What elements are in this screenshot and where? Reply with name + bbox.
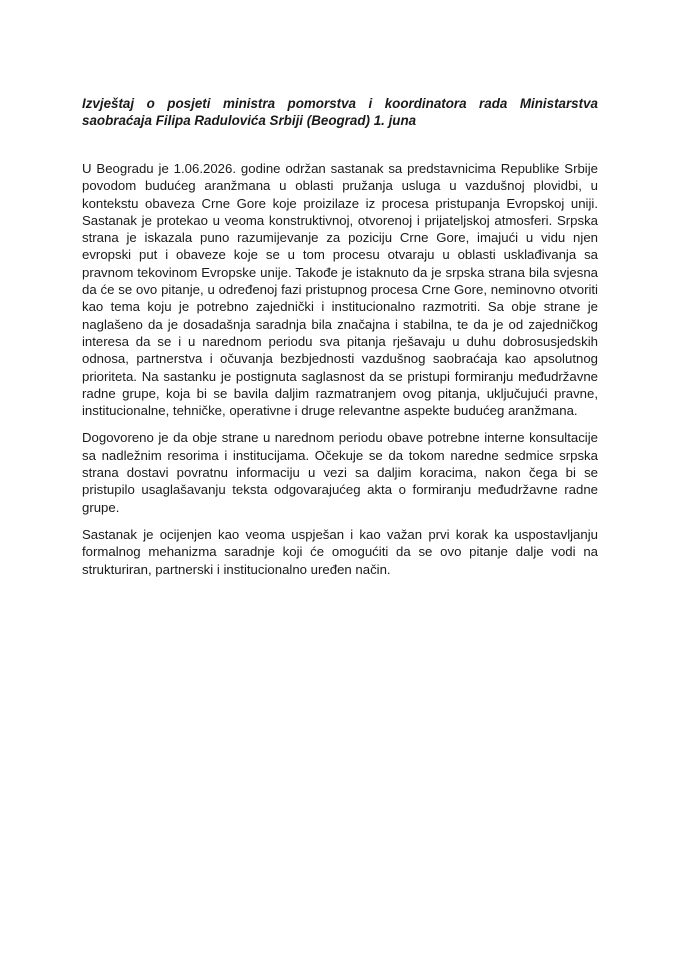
paragraph-conclusion: Sastanak je ocijenjen kao veoma uspješan i kao važan prvi korak ka uspostavljanju formalnog mehanizma saradnje koji će omogućiti da se ovo pitanje dalje vodi na strukturiran, partnerski i institucionalno uređen način. xyxy=(82,526,598,577)
document-title: Izvještaj o posjeti ministra pomorstva i koordinatora rada Ministarstva saobraćaja Filipa Radulovića Srbiji (Beograd) 1. juna xyxy=(82,96,598,128)
paragraph-meeting-summary: U Beogradu je 1.06.2026. godine održan sastanak sa predstavnicima Republike Srbije povodom budućeg aranžmana u oblasti pružanja usluga u vazdušnoj plovidbi, u kontekstu obaveza Crne Gore koje proizilaze iz procesa pristupanja Evropskoj uniji. Sastanak je protekao u veoma konstruktivnoj, otvorenoj i prijateljskoj atmosferi. Srpska strana je iskazala puno razumijevanje za poziciju Crne Gore, imajući u vidu njen evropski put i obaveze koje se u tom procesu otvaraju u oblasti usklađivanja sa pravnom tekovinom Evropske unije. Takođe je istaknuto da je srpska strana bila svjesna da će se ovo pitanje, u određenoj fazi pristupnog procesa Crne Gore, neminovno otvoriti kao tema koju je potrebno zajednički i institucionalno razmotriti. Sa obje strane je naglašeno da je dosadašnja saradnja bila značajna i stabilna, te da je od zajedničkog interesa da se i u narednom periodu sva pitanja rješavaju u duhu dobrosusjedskih odnosa, partnerstva i očuvanja bezbjednosti vazdušnog saobraćaja kao apsolutnog prioriteta. Na sastanku je postignuta saglasnost da se pristupi formiranju međudržavne radne grupe, koja bi se bavila daljim razmatranjem ovog pitanja, uključujući pravne, institucionalne, tehničke, operativne i druge relevantne aspekte budućeg aranžmana. xyxy=(82,161,598,419)
paragraph-agreed-steps: Dogovoreno je da obje strane u narednom periodu obave potrebne interne konsultacije sa nadležnim resorima i institucijama. Očekuje se da tokom naredne sedmice srpska strana dostavi povratnu informaciju u vezi sa daljim koracima, nakon čega bi se pristupilo usaglašavanju teksta odgovarajućeg akta o formiranju međudržavne radne grupe. xyxy=(82,430,598,515)
document-body xyxy=(82,160,598,588)
